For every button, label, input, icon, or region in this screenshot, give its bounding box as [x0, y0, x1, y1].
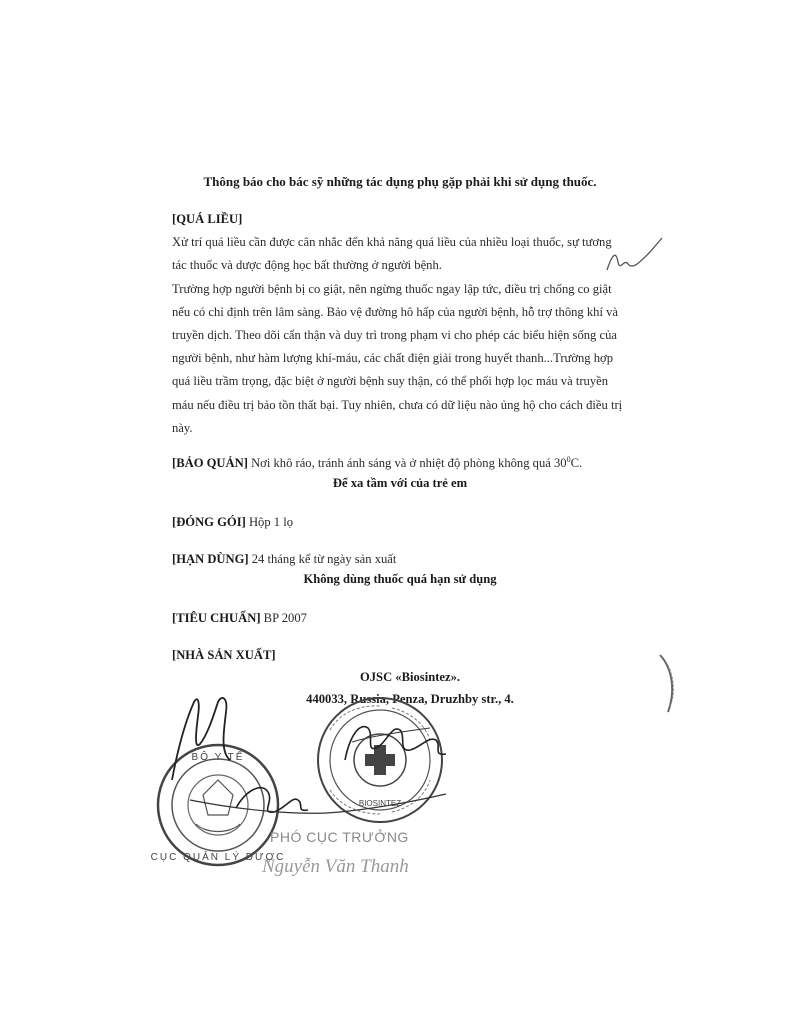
overdose-text-line: nếu có chỉ định trên lâm sàng. Bảo vệ đường hô hấp của người bệnh, hỗ trợ thông khí và	[172, 304, 618, 319]
overdose-text-line: Trường hợp người bệnh bị co giật, nên ngừng thuốc ngay lập tức, điều trị chống co giật	[172, 281, 612, 296]
overdose-text-line: tác thuốc và dược động học bất thường ở người bệnh.	[172, 258, 442, 273]
overdose-text-line: truyền dịch. Theo dõi cẩn thận và duy trì trong phạm vi cho phép các biểu hiện sống của	[172, 328, 617, 343]
storage-unit: C.	[570, 456, 583, 471]
stamp-right-text: BIOSINTEZ	[358, 799, 402, 808]
overdose-text-line: máu nếu điều trị bảo tồn thất bại. Tuy nhiên, chưa có dữ liệu nào ủng hộ cho cách điều trị	[172, 397, 623, 412]
overdose-text-line: này.	[172, 420, 193, 435]
margin-initials-mark	[607, 238, 662, 270]
packaging-heading: [ĐÓNG GÓI]	[172, 515, 246, 529]
packaging-text: Hộp 1 lọ	[245, 515, 294, 529]
overdose-text-line: Xử trí quá liều cần được cân nhắc đến khả năng quá liều của nhiều loại thuốc, sự tương	[172, 235, 612, 250]
signatory-name: Nguyễn Văn Thanh	[262, 856, 409, 877]
stamp-left-top-text: BỘ Y TẾ	[191, 752, 245, 763]
manufacturer-name: OJSC «Biosintez».	[359, 670, 461, 684]
overdose-text-line: người bệnh, như hàm lượng khí-máu, các chất điện giải trong huyết thanh...Trường hợp	[172, 351, 614, 366]
storage-warning: Để xa tầm với của trẻ em	[332, 476, 468, 490]
expiry-warning: Không dùng thuốc quá hạn sử dụng	[303, 572, 497, 586]
standard-text: BP 2007	[260, 611, 307, 625]
storage-text: Nơi khô ráo, tránh ánh sáng và ở nhiệt độ phòng không quá 30	[247, 456, 567, 471]
edge-stamp-fragment	[660, 655, 673, 712]
manufacturer-address: 440033, Russia, Penza, Druzhby str., 4.	[306, 692, 514, 706]
overdose-heading: [QUÁ LIỀU]	[172, 212, 243, 226]
standard-heading: [TIÊU CHUẨN]	[172, 611, 261, 625]
manufacturer-heading: [NHÀ SẢN XUẤT]	[172, 648, 276, 662]
storage-heading: [BẢO QUẢN]	[172, 456, 248, 471]
storage-degree-superscript: 0	[566, 455, 571, 464]
document-title: Thông báo cho bác sỹ những tác dụng phụ gặp phải khi sử dụng thuốc.	[203, 174, 597, 189]
expiry-heading: [HẠN DÙNG]	[172, 552, 249, 566]
expiry-text: 24 tháng kể từ ngày sản xuất	[248, 552, 397, 566]
stamp-left-bottom-text: CỤC QUẢN LÝ DƯỢC	[150, 852, 286, 863]
overdose-text-line: quá liều trầm trọng, đặc biệt ở người bệnh suy thận, có thể phối hợp lọc máu và truyền	[172, 374, 608, 389]
signatory-title: PHÓ CỤC TRƯỞNG	[270, 829, 409, 845]
company-stamp	[318, 698, 442, 822]
